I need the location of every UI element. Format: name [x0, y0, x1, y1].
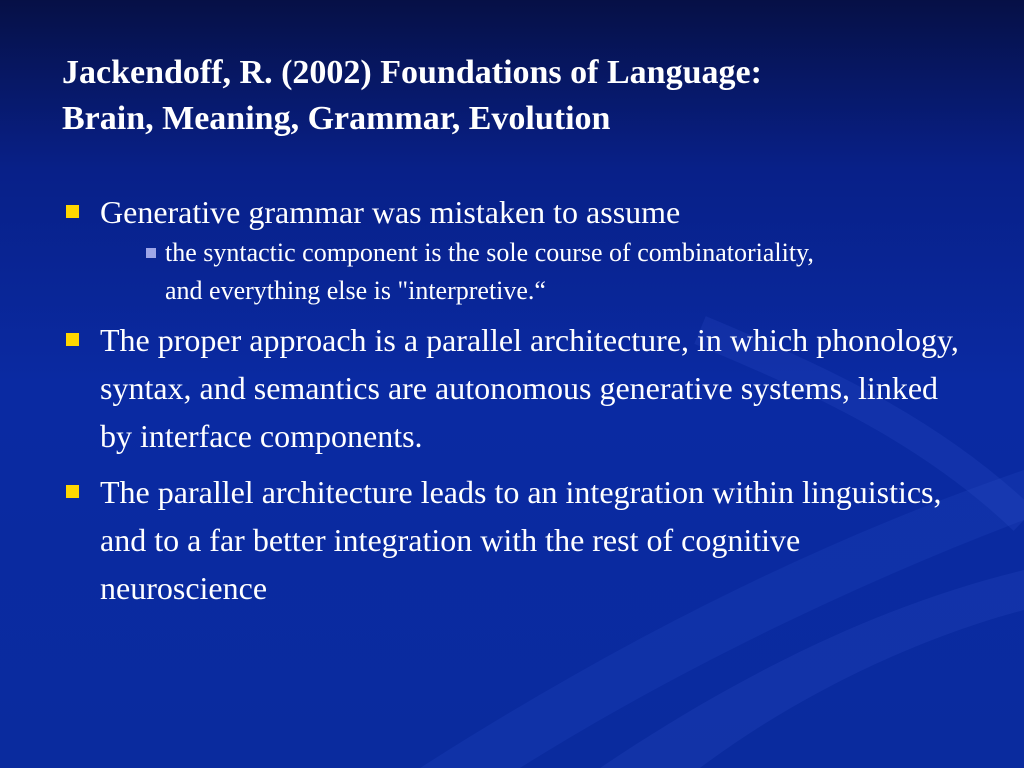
sub-bullet-item: [146, 234, 845, 310]
square-bullet-icon: [66, 333, 79, 346]
square-bullet-icon: [66, 205, 79, 218]
bullet-text: The parallel architecture leads to an integration within linguistics, and to a far better integration with the rest of cognitive neuroscience: [100, 474, 942, 606]
square-sub-bullet-icon: [146, 248, 156, 258]
bullet-item: [62, 316, 962, 460]
slide-title-line-1: Jackendoff, R. (2002) Foundations of Language:: [62, 54, 762, 91]
slide-content: [62, 188, 962, 612]
slide-title: [62, 50, 962, 142]
slide-title-line-2: Brain, Meaning, Grammar, Evolution: [62, 100, 611, 137]
square-bullet-icon: [66, 485, 79, 498]
bullet-text: The proper approach is a parallel architecture, in which phonology, syntax, and semantics are autonomous generative systems, linked by interface components.: [100, 322, 959, 454]
bullet-text: Generative grammar was mistaken to assume: [100, 194, 681, 230]
sub-bullet-text: the syntactic component is the sole course of combinatoriality, and everything else is "interpretive.“: [165, 238, 814, 305]
bullet-item: [62, 188, 962, 236]
bullet-item: [62, 468, 962, 612]
